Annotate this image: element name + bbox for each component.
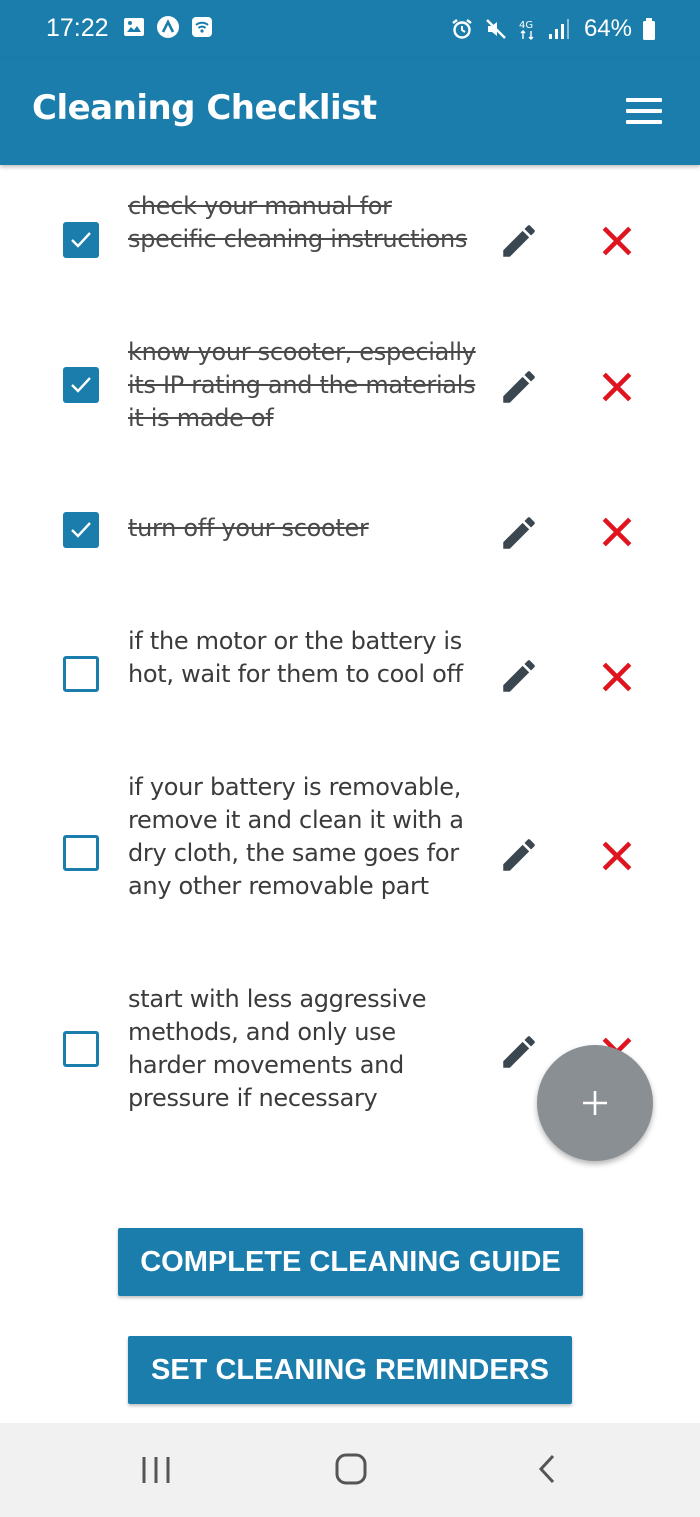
alarm-icon (450, 17, 474, 41)
app-notification-icon (156, 15, 180, 39)
back-icon[interactable] (536, 1453, 558, 1485)
delete-x-icon[interactable] (600, 660, 634, 694)
add-item-fab[interactable] (537, 1045, 653, 1161)
item-text: know your scooter, especially its IP rating and the materials it is made of (128, 338, 476, 432)
delete-x-icon[interactable] (600, 370, 634, 404)
edit-pencil-icon[interactable] (498, 220, 540, 262)
hamburger-menu-icon[interactable] (626, 96, 662, 126)
edit-pencil-icon[interactable] (498, 1031, 540, 1073)
item-checkbox[interactable] (63, 222, 99, 258)
item-checkbox[interactable] (63, 512, 99, 548)
item-checkbox[interactable] (63, 835, 99, 871)
status-time: 17:22 (46, 14, 109, 42)
battery-icon (642, 17, 656, 41)
complete-cleaning-guide-button[interactable]: COMPLETE CLEANING GUIDE (118, 1228, 583, 1296)
check-icon (69, 228, 93, 252)
set-cleaning-reminders-button[interactable]: SET CLEANING REMINDERS (128, 1336, 572, 1404)
network-4g-icon (518, 17, 538, 41)
recents-icon[interactable] (140, 1455, 172, 1485)
image-icon (122, 15, 146, 39)
page-title: Cleaning Checklist (32, 88, 377, 128)
edit-pencil-icon[interactable] (498, 366, 540, 408)
item-text: check your manual for specific cleaning instructions (128, 192, 468, 253)
status-left-icons (122, 15, 214, 39)
wifi-call-icon (190, 15, 214, 39)
delete-x-icon[interactable] (600, 515, 634, 549)
item-text: if the motor or the battery is hot, wait for them to cool off (128, 627, 463, 688)
app-bar (0, 58, 700, 165)
status-bar (0, 0, 700, 58)
check-icon (69, 518, 93, 542)
item-text: start with less aggressive methods, and only use harder movements and pressure if necessary (128, 985, 427, 1112)
home-icon[interactable] (334, 1452, 368, 1486)
system-nav-bar (0, 1423, 700, 1517)
svg-text:4G: 4G (518, 20, 534, 31)
item-checkbox[interactable] (63, 656, 99, 692)
delete-x-icon[interactable] (600, 839, 634, 873)
edit-pencil-icon[interactable] (498, 834, 540, 876)
item-checkbox[interactable] (63, 367, 99, 403)
item-text: turn off your scooter (128, 514, 369, 542)
item-checkbox[interactable] (63, 1031, 99, 1067)
check-icon (69, 373, 93, 397)
status-right-icons (450, 15, 656, 43)
battery-percent: 64% (583, 15, 632, 42)
mute-icon (484, 17, 508, 41)
edit-pencil-icon[interactable] (498, 655, 540, 697)
edit-pencil-icon[interactable] (498, 512, 540, 554)
delete-x-icon[interactable] (600, 224, 634, 258)
item-text: if your battery is removable, remove it and clean it with a dry cloth, the same goes for any other removable part (128, 773, 464, 900)
signal-icon (548, 17, 570, 41)
plus-icon (581, 1089, 609, 1117)
